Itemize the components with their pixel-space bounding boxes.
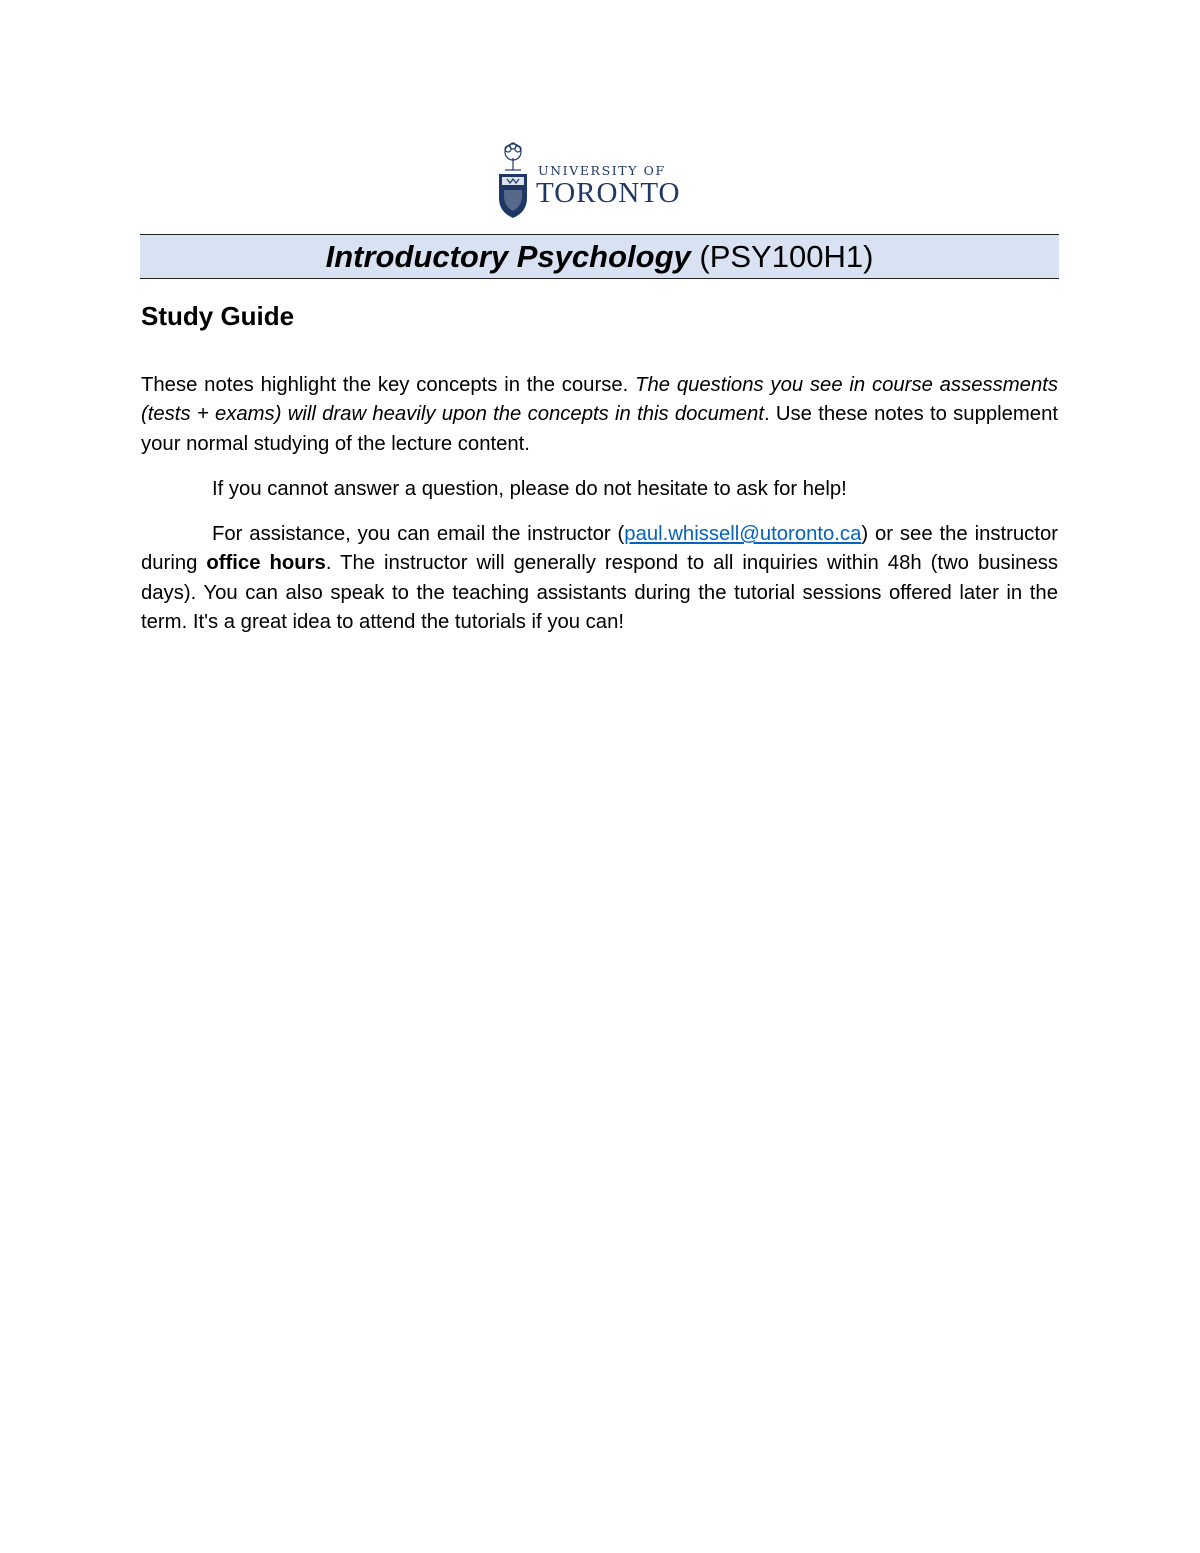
university-logo [496, 140, 708, 220]
section-heading: Study Guide [141, 301, 295, 331]
page-title [326, 239, 874, 274]
intro-text-c: . Use these notes to supplement your normal studying of the lecture content. [141, 403, 1058, 455]
course-code: (PSY100H1) [690, 239, 874, 274]
assist-text-b: ) or see the instructor during [141, 523, 1058, 575]
help-paragraph: If you cannot answer a question, please do not hesitate to ask for help! [212, 478, 847, 500]
intro-text-italic: The questions you see in course assessments (tests + exams) will draw heavily upon the concepts in this document [141, 374, 1058, 426]
title-bar [140, 234, 1059, 279]
logo-university-of: UNIVERSITY OF [538, 163, 666, 178]
office-hours-text: office hours [206, 552, 326, 575]
logo-toronto: TORONTO [536, 177, 681, 209]
course-name: Introductory Psychology [325, 239, 691, 274]
intro-paragraph [141, 371, 1058, 459]
assist-text-a: For assistance, you can email the instructor ( [212, 523, 625, 545]
assistance-paragraph [141, 520, 1058, 637]
intro-text-a: These notes highlight the key concepts in the course. [141, 374, 636, 396]
crest-icon [496, 140, 530, 220]
assist-text-c: . The instructor will generally respond to all inquiries within 48h (two business days). You can also speak to the teaching assistants during the tutorial sessions offered later in the term. It's a great idea to attend the tutorials if you can! [141, 552, 1059, 633]
instructor-email-link[interactable]: paul.whissell@utoronto.ca [624, 523, 862, 545]
